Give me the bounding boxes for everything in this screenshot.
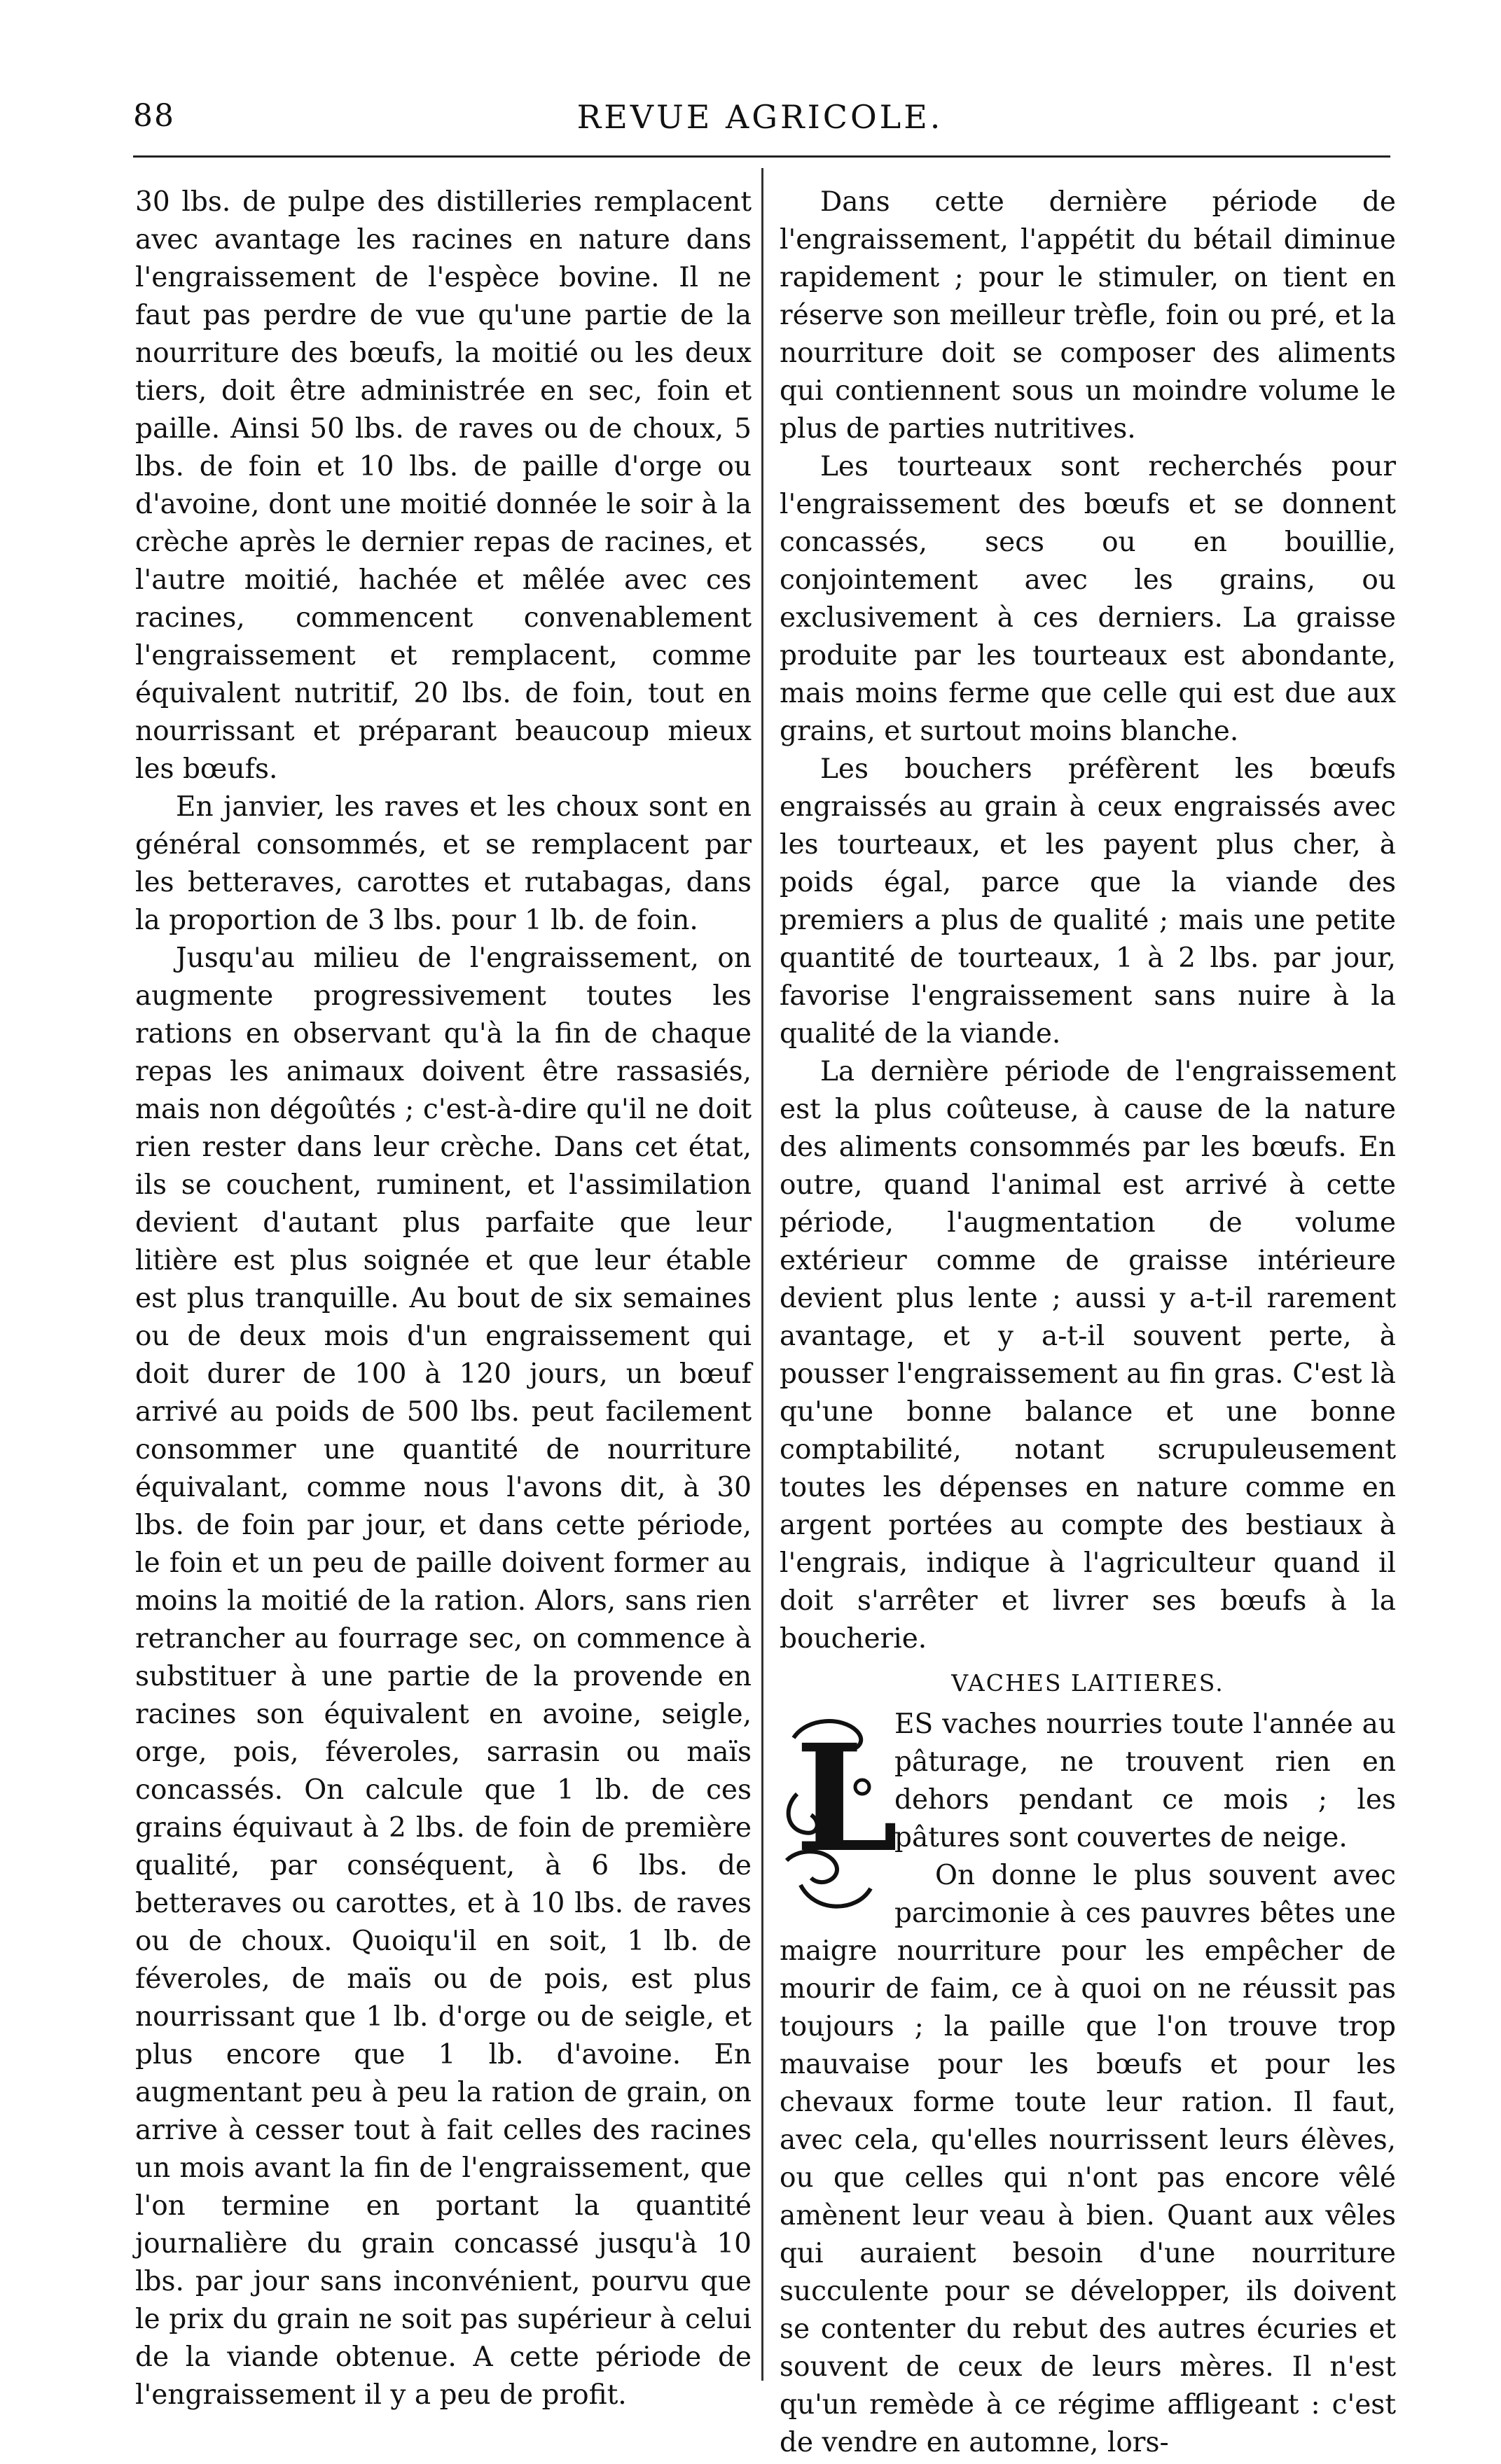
column-rule <box>761 168 763 2381</box>
running-title: REVUE AGRICOLE. <box>576 98 943 136</box>
section-heading: VACHES LAITIERES. <box>951 1669 1224 1697</box>
left-column <box>135 183 752 2414</box>
paragraph: La dernière période de l'engraissement est la plus coûteuse, à cause de la nature des aliments consommés par les bœufs. En outre, quand l'animal est arrivé à cette période, l'augmentation de volume extérieur comme de graisse intérieure devient plus lente ; aussi y a-t-il rarement avantage, et y a-t-il souvent perte, à pousser l'engraissement au fin gras. C'est là qu'une bonne balance et une bonne comptabilité, notant scrupuleusement toutes les dépenses en nature comme en argent portées au compte des bestiaux à l'engrais, indique à l'agriculteur quand il doit s'arrêter et livrer ses bœufs à la boucherie. <box>780 1056 1396 1655</box>
header-rule <box>133 155 1390 158</box>
ornamental-dropcap <box>780 1710 899 1920</box>
paragraph: Les tourteaux sont recherchés pour l'engraissement des bœufs et se donnent concassés, secs ou en bouillie, conjointement avec les grains, ou exclusivement à ces derniers. La graisse produite par les tourteaux est abondante, mais moins ferme que celle qui est due aux grains, et surtout moins blanche. <box>780 451 1396 747</box>
dropcap-letter: L <box>795 1712 899 1885</box>
paragraph: En janvier, les raves et les choux sont en général consommés, et se remplacent par les betteraves, carottes et rutabagas, dans la proportion de 3 lbs. pour 1 lb. de foin. <box>135 791 752 936</box>
paragraph: 30 lbs. de pulpe des distilleries remplacent avec avantage les racines en nature dans l'engraissement de l'espèce bovine. Il ne faut pas perdre de vue qu'une partie de la nourriture des bœufs, la moitié ou les deux tiers, doit être administrée en sec, foin et paille. Ainsi 50 lbs. de raves ou de choux, 5 lbs. de foin et 10 lbs. de paille d'orge ou d'avoine, dont une moitié donnée le soir à la crèche après le dernier repas de racines, et l'autre moitié, hachée et mêlée avec ces racines, commencent convenablement l'engraissement et remplacent, comme équivalent nutritif, 20 lbs. de foin, tout en nourrissant et préparant beaucoup mieux les bœufs. <box>135 186 752 785</box>
paragraph: Les bouchers préfèrent les bœufs engraissés au grain à ceux engraissés avec les tourteaux, et les payent plus cher, à poids égal, parce que la viande des premiers a plus de qualité ; mais une petite quantité de tourteaux, 1 à 2 lbs. par jour, favorise l'engraissement sans nuire à la qualité de la viande. <box>780 753 1396 1050</box>
paragraph: ES vaches nourries toute l'année au pâturage, ne trouvent rien en dehors pendant ce mois ; les pâtures sont couvertes de neige. <box>894 1708 1396 1853</box>
paragraph: Jusqu'au milieu de l'engraissement, on augmente progressivement toutes les rations en observant qu'à la fin de chaque repas les animaux doivent être rassasiés, mais non dégoûtés ; c'est-à-dire qu'il ne doit rien rester dans leur crèche. Dans cet état, ils se couchent, ruminent, et l'assimilation devient d'autant plus parfaite que leur litière est plus soignée et que leur étable est plus tranquille. Au bout de six semaines ou de deux mois d'un engraissement qui doit durer de 100 à 120 jours, un bœuf arrivé au poids de 500 lbs. peut facilement consommer une quantité de nourriture équivalant, comme nous l'avons dit, à 30 lbs. de foin par jour, et dans cette période, le foin et un peu de paille doivent former au moins la moitié de la ration. Alors, sans rien retrancher au fourrage sec, on commence à substituer à une partie de la provende en racines son équivalent en avoine, seigle, orge, pois, féveroles, sarrasin ou maïs concassés. On calcule que 1 lb. de ces grains équivaut à 2 lbs. de foin de première qualité, par conséquent, à 6 lbs. de betteraves ou carottes, et à 10 lbs. de raves ou de choux. Quoiqu'il en soit, 1 lb. de féveroles, de maïs ou de pois, est plus nourrissant que 1 lb. d'orge ou de seigle, et plus encore que 1 lb. d'avoine. En augmentant peu à peu la ration de grain, on arrive à cesser tout à fait celles des racines un mois avant la fin de l'engraissement, que l'on termine en portant la quantité journalière du grain concassé jusqu'à 10 lbs. par jour sans inconvénient, pourvu que le prix du grain ne soit pas supérieur à celui de la viande obtenue. A cette période de l'engraissement il y a peu de profit. <box>135 942 752 2411</box>
page-header <box>133 98 1387 147</box>
paragraph: On donne le plus souvent avec parcimonie à ces pauvres bêtes une maigre nourriture pour les empêcher de mourir de faim, ce à quoi on ne réussit pas toujours ; la paille que l'on trouve trop mauvaise pour les bœufs et pour les chevaux forme toute leur ration. Il faut, avec cela, qu'elles nourrissent leurs élèves, ou que celles qui n'ont pas encore vêlé amènent leur veau à bien. Quant aux vêles qui auraient besoin d'une nourriture succulente pour se développer, ils doivent se contenter du rebut des autres écuries et souvent de ceux de leurs mères. Il n'est qu'un remède à ce régime affligeant : c'est de vendre en automne, lors- <box>780 1860 1396 2458</box>
page-number: 88 <box>133 98 175 134</box>
right-column <box>780 183 1396 2462</box>
dropcap-ornament-icon <box>780 1710 899 1920</box>
paragraph: Dans cette dernière période de l'engraissement, l'appétit du bétail diminue rapidement ; pour le stimuler, on tient en réserve son meilleur trèfle, foin ou pré, et la nourriture doit se composer des aliments qui contiennent sous un moindre volume le plus de parties nutritives. <box>780 186 1396 445</box>
